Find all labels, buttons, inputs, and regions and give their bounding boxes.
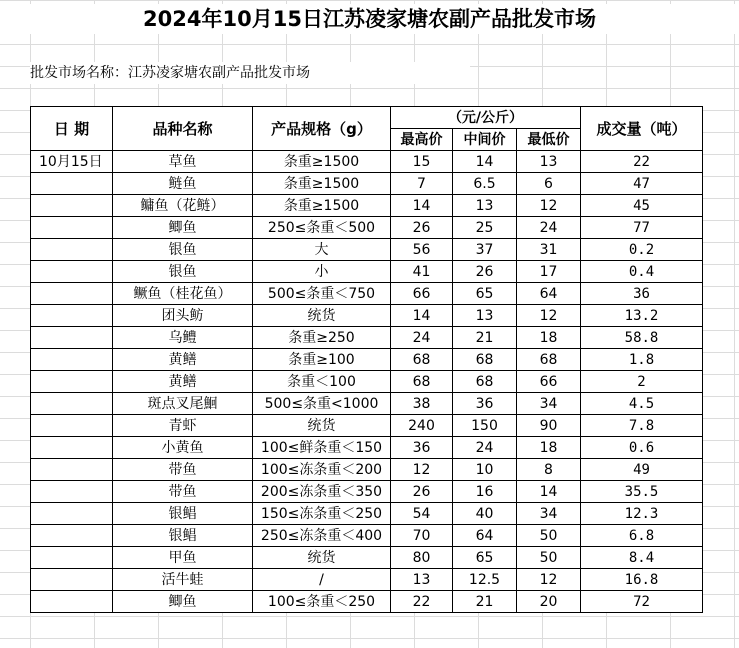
volume-cell[interactable]: 6.8 bbox=[581, 525, 703, 547]
mid-price-cell[interactable]: 12.5 bbox=[453, 569, 517, 591]
mid-price-cell[interactable]: 26 bbox=[453, 261, 517, 283]
mid-price-cell[interactable]: 68 bbox=[453, 371, 517, 393]
date-cell[interactable] bbox=[31, 591, 113, 613]
header-row bbox=[31, 107, 703, 129]
table-row bbox=[31, 305, 703, 327]
table-row bbox=[31, 459, 703, 481]
date-cell[interactable] bbox=[31, 173, 113, 195]
spec-cell[interactable]: 条重＜100 bbox=[253, 371, 391, 393]
table-row bbox=[31, 239, 703, 261]
volume-cell[interactable]: 45 bbox=[581, 195, 703, 217]
volume-cell[interactable]: 22 bbox=[581, 151, 703, 173]
min-price-cell[interactable]: 18 bbox=[517, 437, 581, 459]
min-price-cell[interactable]: 12 bbox=[517, 305, 581, 327]
min-price-cell[interactable]: 8 bbox=[517, 459, 581, 481]
variety-cell[interactable]: 小黄鱼 bbox=[113, 437, 253, 459]
header-volume[interactable]: 成交量（吨） bbox=[581, 107, 703, 151]
table-row bbox=[31, 151, 703, 173]
min-price-cell[interactable]: 6 bbox=[517, 173, 581, 195]
price-table bbox=[30, 106, 703, 613]
volume-cell[interactable]: 47 bbox=[581, 173, 703, 195]
header-max-price[interactable]: 最高价 bbox=[391, 129, 453, 151]
date-cell[interactable] bbox=[31, 327, 113, 349]
min-price-cell[interactable]: 13 bbox=[517, 151, 581, 173]
max-price-cell[interactable]: 14 bbox=[391, 305, 453, 327]
header-min-price[interactable]: 最低价 bbox=[517, 129, 581, 151]
spec-cell[interactable]: 条重≥1500 bbox=[253, 173, 391, 195]
volume-cell[interactable]: 13.2 bbox=[581, 305, 703, 327]
date-cell[interactable] bbox=[31, 481, 113, 503]
table-row bbox=[31, 437, 703, 459]
variety-cell[interactable]: 鳜鱼（桂花鱼） bbox=[113, 283, 253, 305]
header-date[interactable]: 日 期 bbox=[31, 107, 113, 151]
volume-cell[interactable]: 16.8 bbox=[581, 569, 703, 591]
header-price-unit[interactable]: （元/公斤） bbox=[391, 107, 581, 129]
spec-cell[interactable]: 200≤冻条重＜350 bbox=[253, 481, 391, 503]
date-cell[interactable] bbox=[31, 261, 113, 283]
mid-price-cell[interactable]: 10 bbox=[453, 459, 517, 481]
min-price-cell[interactable]: 34 bbox=[517, 503, 581, 525]
variety-cell[interactable]: 带鱼 bbox=[113, 481, 253, 503]
max-price-cell[interactable]: 70 bbox=[391, 525, 453, 547]
date-cell[interactable] bbox=[31, 217, 113, 239]
mid-price-cell[interactable]: 68 bbox=[453, 349, 517, 371]
mid-price-cell[interactable]: 21 bbox=[453, 327, 517, 349]
mid-price-cell[interactable]: 13 bbox=[453, 305, 517, 327]
date-cell[interactable] bbox=[31, 305, 113, 327]
mid-price-cell[interactable]: 16 bbox=[453, 481, 517, 503]
mid-price-cell[interactable]: 36 bbox=[453, 393, 517, 415]
variety-cell[interactable]: 带鱼 bbox=[113, 459, 253, 481]
variety-cell[interactable]: 银鲳 bbox=[113, 525, 253, 547]
variety-cell[interactable]: 鲫鱼 bbox=[113, 217, 253, 239]
table-row bbox=[31, 195, 703, 217]
variety-cell[interactable]: 甲鱼 bbox=[113, 547, 253, 569]
min-price-cell[interactable]: 12 bbox=[517, 195, 581, 217]
table-row bbox=[31, 283, 703, 305]
table-row bbox=[31, 349, 703, 371]
volume-cell[interactable]: 36 bbox=[581, 283, 703, 305]
table-row bbox=[31, 261, 703, 283]
spec-cell[interactable]: 条重≥1500 bbox=[253, 151, 391, 173]
page-title: 2024年10月15日江苏凌家塘农副产品批发市场 bbox=[0, 4, 739, 34]
mid-price-cell[interactable]: 14 bbox=[453, 151, 517, 173]
spec-cell[interactable]: 100≤条重＜250 bbox=[253, 591, 391, 613]
variety-cell[interactable]: 斑点叉尾鮰 bbox=[113, 393, 253, 415]
max-price-cell[interactable]: 36 bbox=[391, 437, 453, 459]
min-price-cell[interactable]: 68 bbox=[517, 349, 581, 371]
variety-cell[interactable]: 黄鳝 bbox=[113, 371, 253, 393]
max-price-cell[interactable]: 41 bbox=[391, 261, 453, 283]
max-price-cell[interactable]: 54 bbox=[391, 503, 453, 525]
header-variety[interactable]: 品种名称 bbox=[113, 107, 253, 151]
date-cell[interactable] bbox=[31, 239, 113, 261]
date-cell[interactable] bbox=[31, 547, 113, 569]
date-cell[interactable] bbox=[31, 349, 113, 371]
variety-cell[interactable]: 银鲳 bbox=[113, 503, 253, 525]
spec-cell[interactable]: 500≤条重＜750 bbox=[253, 283, 391, 305]
spec-cell[interactable]: 100≤鲜条重＜150 bbox=[253, 437, 391, 459]
table-row bbox=[31, 415, 703, 437]
spec-cell[interactable]: 250≤冻条重＜400 bbox=[253, 525, 391, 547]
mid-price-cell[interactable]: 64 bbox=[453, 525, 517, 547]
min-price-cell[interactable]: 50 bbox=[517, 525, 581, 547]
spec-cell[interactable]: 大 bbox=[253, 239, 391, 261]
table-row bbox=[31, 371, 703, 393]
volume-cell[interactable]: 49 bbox=[581, 459, 703, 481]
max-price-cell[interactable]: 68 bbox=[391, 349, 453, 371]
mid-price-cell[interactable]: 65 bbox=[453, 547, 517, 569]
volume-cell[interactable]: 35.5 bbox=[581, 481, 703, 503]
table-row bbox=[31, 481, 703, 503]
spec-cell[interactable]: 100≤冻条重＜200 bbox=[253, 459, 391, 481]
variety-cell[interactable]: 鲫鱼 bbox=[113, 591, 253, 613]
mid-price-cell[interactable]: 37 bbox=[453, 239, 517, 261]
table-row bbox=[31, 503, 703, 525]
table-row bbox=[31, 327, 703, 349]
max-price-cell[interactable]: 26 bbox=[391, 217, 453, 239]
variety-cell[interactable]: 青虾 bbox=[113, 415, 253, 437]
mid-price-cell[interactable]: 25 bbox=[453, 217, 517, 239]
date-cell[interactable] bbox=[31, 459, 113, 481]
header-mid-price[interactable]: 中间价 bbox=[453, 129, 517, 151]
min-price-cell[interactable]: 64 bbox=[517, 283, 581, 305]
date-cell[interactable]: 10月15日 bbox=[31, 151, 113, 173]
date-cell[interactable] bbox=[31, 437, 113, 459]
spec-cell[interactable]: 统货 bbox=[253, 305, 391, 327]
mid-price-cell[interactable]: 21 bbox=[453, 591, 517, 613]
mid-price-cell[interactable]: 6.5 bbox=[453, 173, 517, 195]
date-cell[interactable] bbox=[31, 503, 113, 525]
min-price-cell[interactable]: 34 bbox=[517, 393, 581, 415]
variety-cell[interactable]: 活牛蛙 bbox=[113, 569, 253, 591]
variety-cell[interactable]: 鳙鱼（花鲢） bbox=[113, 195, 253, 217]
max-price-cell[interactable]: 80 bbox=[391, 547, 453, 569]
table-row bbox=[31, 569, 703, 591]
date-cell[interactable] bbox=[31, 195, 113, 217]
min-price-cell[interactable]: 50 bbox=[517, 547, 581, 569]
spec-cell[interactable]: 条重≥100 bbox=[253, 349, 391, 371]
volume-cell[interactable]: 0.4 bbox=[581, 261, 703, 283]
mid-price-cell[interactable]: 150 bbox=[453, 415, 517, 437]
market-name-label[interactable]: 批发市场名称：江苏凌家塘农副产品批发市场 bbox=[30, 62, 470, 84]
variety-cell[interactable]: 乌鳢 bbox=[113, 327, 253, 349]
table-row bbox=[31, 393, 703, 415]
spec-cell[interactable]: 统货 bbox=[253, 547, 391, 569]
volume-cell[interactable]: 0.6 bbox=[581, 437, 703, 459]
date-cell[interactable] bbox=[31, 283, 113, 305]
max-price-cell[interactable]: 15 bbox=[391, 151, 453, 173]
max-price-cell[interactable]: 13 bbox=[391, 569, 453, 591]
volume-cell[interactable]: 7.8 bbox=[581, 415, 703, 437]
max-price-cell[interactable]: 7 bbox=[391, 173, 453, 195]
max-price-cell[interactable]: 24 bbox=[391, 327, 453, 349]
min-price-cell[interactable]: 18 bbox=[517, 327, 581, 349]
variety-cell[interactable]: 团头鲂 bbox=[113, 305, 253, 327]
spec-cell[interactable]: 条重≥250 bbox=[253, 327, 391, 349]
volume-cell[interactable]: 4.5 bbox=[581, 393, 703, 415]
date-cell[interactable] bbox=[31, 393, 113, 415]
spec-cell[interactable]: 小 bbox=[253, 261, 391, 283]
max-price-cell[interactable]: 68 bbox=[391, 371, 453, 393]
max-price-cell[interactable]: 240 bbox=[391, 415, 453, 437]
table-row bbox=[31, 173, 703, 195]
date-cell[interactable] bbox=[31, 415, 113, 437]
date-cell[interactable] bbox=[31, 569, 113, 591]
max-price-cell[interactable]: 22 bbox=[391, 591, 453, 613]
date-cell[interactable] bbox=[31, 371, 113, 393]
spec-cell[interactable]: 条重≥1500 bbox=[253, 195, 391, 217]
variety-cell[interactable]: 银鱼 bbox=[113, 239, 253, 261]
min-price-cell[interactable]: 17 bbox=[517, 261, 581, 283]
min-price-cell[interactable]: 14 bbox=[517, 481, 581, 503]
min-price-cell[interactable]: 24 bbox=[517, 217, 581, 239]
variety-cell[interactable]: 银鱼 bbox=[113, 261, 253, 283]
date-cell[interactable] bbox=[31, 525, 113, 547]
spec-cell[interactable]: 统货 bbox=[253, 415, 391, 437]
min-price-cell[interactable]: 12 bbox=[517, 569, 581, 591]
volume-cell[interactable]: 72 bbox=[581, 591, 703, 613]
min-price-cell[interactable]: 66 bbox=[517, 371, 581, 393]
volume-cell[interactable]: 2 bbox=[581, 371, 703, 393]
table-row bbox=[31, 525, 703, 547]
max-price-cell[interactable]: 56 bbox=[391, 239, 453, 261]
min-price-cell[interactable]: 20 bbox=[517, 591, 581, 613]
spec-cell[interactable]: 150≤冻条重＜250 bbox=[253, 503, 391, 525]
max-price-cell[interactable]: 26 bbox=[391, 481, 453, 503]
volume-cell[interactable]: 0.2 bbox=[581, 239, 703, 261]
variety-cell[interactable]: 鲢鱼 bbox=[113, 173, 253, 195]
max-price-cell[interactable]: 14 bbox=[391, 195, 453, 217]
table-row bbox=[31, 547, 703, 569]
variety-cell[interactable]: 黄鳝 bbox=[113, 349, 253, 371]
volume-cell[interactable]: 8.4 bbox=[581, 547, 703, 569]
max-price-cell[interactable]: 38 bbox=[391, 393, 453, 415]
mid-price-cell[interactable]: 13 bbox=[453, 195, 517, 217]
volume-cell[interactable]: 1.8 bbox=[581, 349, 703, 371]
spec-cell[interactable]: 500≤条重<1000 bbox=[253, 393, 391, 415]
table-row bbox=[31, 217, 703, 239]
table-row bbox=[31, 591, 703, 613]
volume-cell[interactable]: 77 bbox=[581, 217, 703, 239]
spec-cell[interactable]: / bbox=[253, 569, 391, 591]
mid-price-cell[interactable]: 65 bbox=[453, 283, 517, 305]
min-price-cell[interactable]: 90 bbox=[517, 415, 581, 437]
mid-price-cell[interactable]: 40 bbox=[453, 503, 517, 525]
min-price-cell[interactable]: 31 bbox=[517, 239, 581, 261]
variety-cell[interactable]: 草鱼 bbox=[113, 151, 253, 173]
max-price-cell[interactable]: 12 bbox=[391, 459, 453, 481]
header-spec[interactable]: 产品规格（g） bbox=[253, 107, 391, 151]
volume-cell[interactable]: 12.3 bbox=[581, 503, 703, 525]
volume-cell[interactable]: 58.8 bbox=[581, 327, 703, 349]
mid-price-cell[interactable]: 24 bbox=[453, 437, 517, 459]
spec-cell[interactable]: 250≤条重＜500 bbox=[253, 217, 391, 239]
max-price-cell[interactable]: 66 bbox=[391, 283, 453, 305]
